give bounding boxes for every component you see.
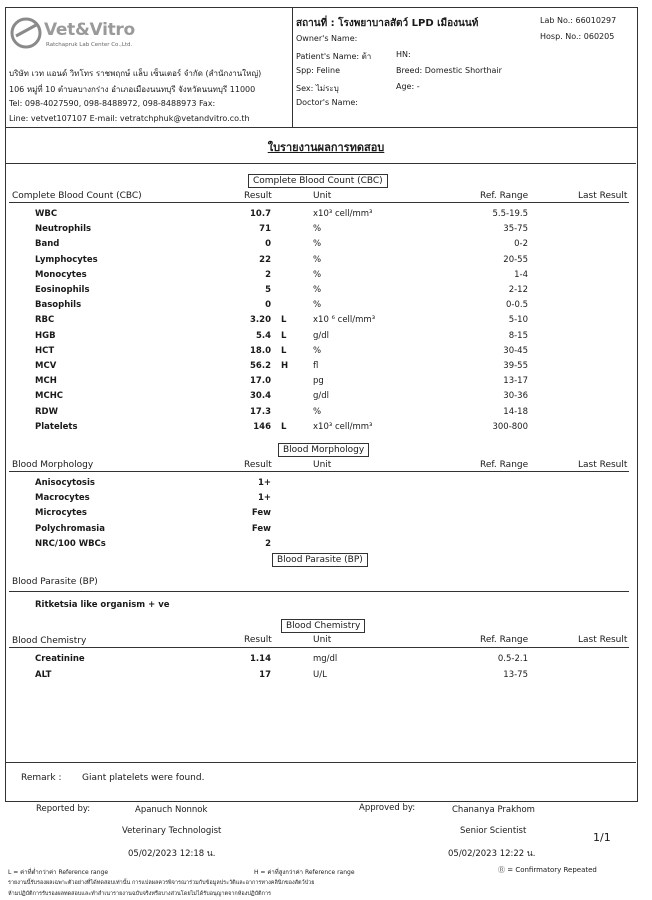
cbc-ref-range: 35-75 xyxy=(503,224,528,235)
morph-result: 2 xyxy=(265,538,271,549)
approved-title: Senior Scientist xyxy=(460,826,527,836)
morph-result: Few xyxy=(251,523,271,534)
cbc-result: 3.20 xyxy=(250,315,271,326)
doctor-name: Doctor's Name: xyxy=(296,98,358,107)
cbc-ref-range: 300-800 xyxy=(492,421,528,432)
cbc-result: 56.2 xyxy=(250,361,271,371)
remark-label: Remark : xyxy=(21,773,62,783)
cbc-test-name: HCT xyxy=(35,345,55,356)
hosp-no: Hosp. No.: 060205 xyxy=(540,32,615,41)
cbc-unit: x10³ cell/mm³ xyxy=(313,209,373,219)
cbc-test-name: Basophils xyxy=(35,300,82,311)
bp-header-line xyxy=(9,591,629,592)
chem-result: 1.14 xyxy=(250,654,271,664)
reported-title: Veterinary Technologist xyxy=(122,826,222,836)
cbc-unit: g/dl xyxy=(313,391,330,402)
chem-col-last: Last Result xyxy=(578,635,628,645)
hn: HN: xyxy=(396,50,411,59)
cbc-unit: x10³ cell/mm³ xyxy=(313,421,373,432)
species: Spp: Feline xyxy=(296,66,340,75)
chem-section-box: Blood Chemistry xyxy=(281,619,365,633)
cbc-label: Complete Blood Count (CBC) xyxy=(12,191,142,201)
morph-col-unit: Unit xyxy=(313,460,332,470)
col-result: Result xyxy=(244,191,272,201)
place: สถานที่ : โรงพยาบาลสัตว์ LPD เมืองนนท์ xyxy=(296,18,479,29)
cbc-result: 17.0 xyxy=(250,376,271,387)
cbc-unit: fl xyxy=(313,361,319,371)
owner-name: Owner's Name: xyxy=(296,34,358,43)
morph-header-line xyxy=(9,471,629,472)
lab-logo xyxy=(8,14,148,54)
cbc-test-name: RDW xyxy=(35,406,58,417)
reported-date: 05/02/2023 12:18 น. xyxy=(128,849,216,859)
cbc-result: 5 xyxy=(265,285,271,295)
cbc-ref-range: 5.5-19.5 xyxy=(492,209,528,219)
cbc-unit: pg xyxy=(313,376,324,387)
cbc-test-name: WBC xyxy=(35,209,58,219)
approved-date: 05/02/2023 12:22 น. xyxy=(448,849,536,859)
cbc-flag: L xyxy=(281,330,287,341)
morph-test-name: NRC/100 WBCs xyxy=(35,538,106,549)
chem-label: Blood Chemistry xyxy=(12,636,87,646)
cbc-result: 22 xyxy=(259,254,271,265)
cbc-flag: L xyxy=(281,421,287,432)
morph-test-name: Microcytes xyxy=(35,508,87,519)
cbc-header-line xyxy=(9,202,629,203)
morph-test-name: Macrocytes xyxy=(35,493,90,504)
cbc-ref-range: 8-15 xyxy=(508,330,528,341)
cbc-ref-range: 2-12 xyxy=(508,285,528,295)
reported-label: Reported by: xyxy=(36,804,91,814)
cbc-ref-range: 0-2 xyxy=(514,239,528,250)
company-name: บริษัท เวท แอนด์ วิทโทร ราชพฤกษ์ แล็บ เซ็นเตอร์ จำกัด (สำนักงานใหญ่) xyxy=(9,69,262,78)
cbc-section-box: Complete Blood Count (CBC) xyxy=(248,174,388,188)
report-title: ใบรายงานผลการทดสอบ xyxy=(267,141,385,154)
report-frame xyxy=(5,7,638,802)
lab-no: Lab No.: 66010297 xyxy=(540,16,617,25)
chem-col-unit: Unit xyxy=(313,635,332,645)
cbc-flag: H xyxy=(281,361,289,371)
cbc-ref-range: 5-10 xyxy=(508,315,528,326)
flask-icon xyxy=(8,16,44,50)
breed: Breed: Domestic Shorthair xyxy=(396,66,502,75)
cbc-result: 17.3 xyxy=(250,406,271,417)
chem-unit: mg/dl xyxy=(313,654,338,664)
cbc-test-name: Platelets xyxy=(35,421,78,432)
chem-ref-range: 0.5-2.1 xyxy=(497,654,528,664)
cbc-test-name: Neutrophils xyxy=(35,224,92,235)
morph-result: Few xyxy=(251,508,271,519)
cbc-ref-range: 20-55 xyxy=(503,254,528,265)
company-line: Line: vetvet107107 E-mail: vetratchphuk@vetandvitro.co.th xyxy=(9,114,250,123)
cbc-test-name: RBC xyxy=(35,315,55,326)
bp-label: Blood Parasite (BP) xyxy=(12,577,98,587)
morph-section-box: Blood Morphology xyxy=(278,443,369,457)
approved-label: Approved by: xyxy=(359,803,416,813)
chem-test-name: ALT xyxy=(35,669,52,680)
bp-finding: Ritketsia like organism + ve xyxy=(35,600,170,610)
header-divider xyxy=(292,8,293,127)
remark-top-line xyxy=(5,762,636,763)
cbc-flag: L xyxy=(281,315,287,326)
chem-result: 17 xyxy=(259,669,271,680)
chem-test-name: Creatinine xyxy=(35,654,85,664)
cbc-unit: % xyxy=(313,239,322,250)
col-unit: Unit xyxy=(313,191,332,201)
cbc-result: 18.0 xyxy=(250,345,271,356)
company-tel: Tel: 098-4027590, 098-8488972, 098-8488973 Fax: xyxy=(9,99,216,108)
cbc-test-name: Band xyxy=(35,239,60,250)
cbc-unit: % xyxy=(313,406,322,417)
morph-test-name: Polychromasia xyxy=(35,523,105,534)
header-bottom-line xyxy=(6,127,637,128)
cbc-ref-range: 30-45 xyxy=(503,345,528,356)
col-last: Last Result xyxy=(578,191,628,201)
page-number: 1/1 xyxy=(593,831,611,844)
col-ref: Ref. Range xyxy=(480,191,529,201)
lab-name: Vet&Vitro xyxy=(44,20,135,40)
patient-name: Patient's Name: ต้า xyxy=(296,52,372,61)
disclaimer-2: ห้ามปฏิบัติการรับรองผลทดสอบและทำสำเนารายงานฉบับจริงหรือบางส่วนโดยไม่ได้รับอนุญาตจากห้องปฏิบัติการ xyxy=(8,891,271,897)
remark-text: Giant platelets were found. xyxy=(82,773,205,783)
cbc-result: 2 xyxy=(265,269,271,280)
cbc-test-name: Lymphocytes xyxy=(35,254,98,265)
sex: Sex: ไม่ระบุ xyxy=(296,84,339,93)
cbc-ref-range: 39-55 xyxy=(503,361,528,371)
cbc-ref-range: 14-18 xyxy=(503,406,528,417)
cbc-test-name: Eosinophils xyxy=(35,285,90,295)
cbc-result: 146 xyxy=(253,421,271,432)
cbc-test-name: MCV xyxy=(35,361,57,371)
cbc-ref-range: 30-36 xyxy=(503,391,528,402)
morph-result: 1+ xyxy=(257,478,271,488)
age: Age: - xyxy=(396,82,420,91)
cbc-test-name: MCH xyxy=(35,376,57,387)
cbc-unit: % xyxy=(313,254,322,265)
title-divider xyxy=(5,163,636,164)
morph-test-name: Anisocytosis xyxy=(35,478,95,488)
cbc-result: 5.4 xyxy=(255,330,271,341)
company-address: 106 หมู่ที่ 10 ตำบลบางกร่าง อำเภอเมืองนนทบุรี จังหวัดนนทบุรี 11000 xyxy=(9,85,256,94)
cbc-unit: % xyxy=(313,224,322,235)
approved-name: Chananya Prakhom xyxy=(452,805,535,815)
cbc-result: 0 xyxy=(265,300,271,311)
morph-col-last: Last Result xyxy=(578,460,628,470)
cbc-test-name: HGB xyxy=(35,330,56,341)
cbc-result: 71 xyxy=(259,224,271,235)
cbc-test-name: MCHC xyxy=(35,391,64,402)
chem-unit: U/L xyxy=(313,669,327,680)
morph-result: 1+ xyxy=(257,493,271,504)
cbc-flag: L xyxy=(281,345,287,356)
cbc-result: 0 xyxy=(265,239,271,250)
chem-ref-range: 13-75 xyxy=(503,669,528,680)
chem-col-ref: Ref. Range xyxy=(480,635,529,645)
legend-high: H = ค่าที่สูงกว่าค่า Reference range xyxy=(254,869,355,876)
cbc-unit: % xyxy=(313,269,322,280)
legend-repeat: Ⓡ = Confirmatory Repeated xyxy=(498,866,597,874)
cbc-test-name: Monocytes xyxy=(35,269,87,280)
cbc-ref-range: 0-0.5 xyxy=(506,300,528,311)
legend-low: L = ค่าที่ต่ำกว่าค่า Reference range xyxy=(8,869,109,876)
morph-label: Blood Morphology xyxy=(12,460,94,470)
cbc-result: 30.4 xyxy=(250,391,271,402)
bp-section-box: Blood Parasite (BP) xyxy=(272,553,368,567)
reported-name: Apanuch Nonnok xyxy=(135,805,208,815)
morph-col-result: Result xyxy=(244,460,272,470)
cbc-unit: g/dl xyxy=(313,330,330,341)
cbc-unit: x10 ⁶ cell/mm³ xyxy=(313,315,376,326)
lab-subname: Ratchapruk Lab Center Co.,Ltd. xyxy=(46,42,133,48)
cbc-ref-range: 1-4 xyxy=(514,269,528,280)
cbc-ref-range: 13-17 xyxy=(503,376,528,387)
chem-header-line xyxy=(9,647,629,648)
disclaimer-1: รายงานนี้รับรองผลเฉพาะตัวอย่างที่ได้ทดสอบเท่านั้น การแปลผลควรพิจารณาร่วมกับข้อมูลประวัติและอาการทางคลินิกของสัตว์ป่วย xyxy=(8,880,315,886)
cbc-unit: % xyxy=(313,345,322,356)
chem-col-result: Result xyxy=(244,635,272,645)
morph-col-ref: Ref. Range xyxy=(480,460,529,470)
cbc-unit: % xyxy=(313,285,322,295)
cbc-result: 10.7 xyxy=(250,209,271,219)
cbc-unit: % xyxy=(313,300,322,311)
